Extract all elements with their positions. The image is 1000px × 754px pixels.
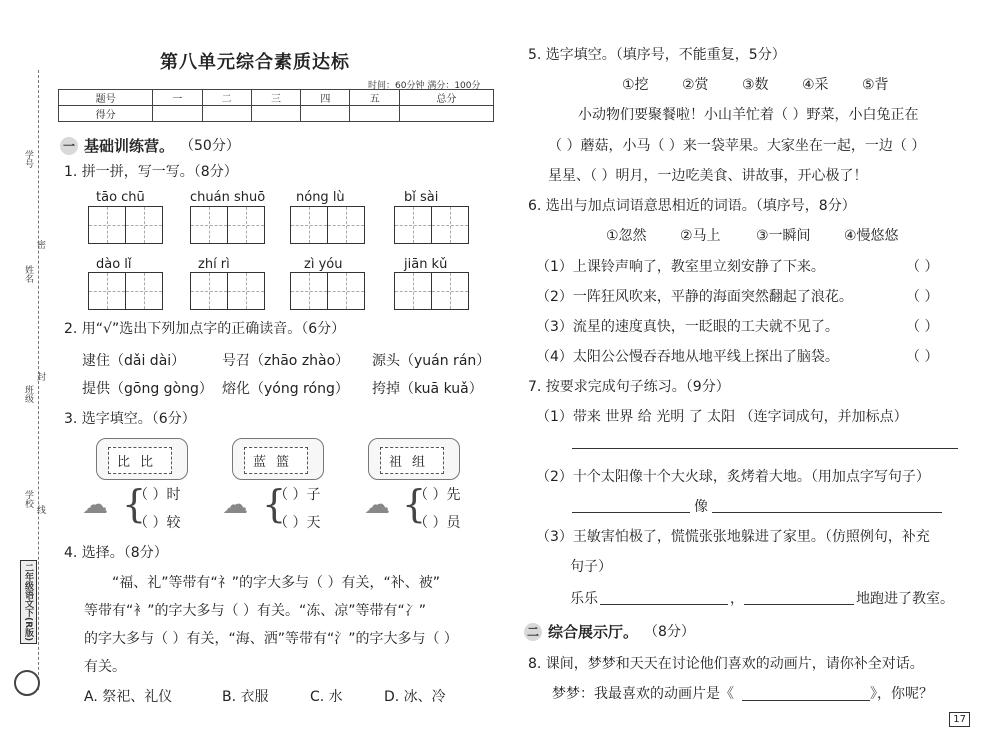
seal-mark: 密 [35, 240, 45, 249]
score-input-cell[interactable] [399, 106, 493, 122]
question-prompt: 8. 课间，梦梦和天天在讨论他们喜欢的动画片，请你补全对话。 [528, 656, 924, 672]
choice: ①挖 [622, 77, 649, 93]
writing-grid[interactable] [290, 272, 364, 310]
cloud-icon: ☁ [222, 490, 248, 520]
pinyin-options: （yuán rán） [400, 353, 491, 369]
paragraph-line: 小动物们要聚餐啦！小山羊忙着（ ）野菜，小白兔正在 [578, 107, 919, 123]
fill-blank[interactable]: （ ）时 [134, 487, 181, 503]
choice: ④慢悠悠 [844, 228, 899, 244]
writing-grid[interactable] [394, 206, 468, 244]
sentence-item: （1）上课铃声响了，教室里立刻安静了下来。 [536, 259, 825, 275]
section-title: 基础训练营。 [84, 137, 175, 155]
page-title: 第八单元综合素质达标 [160, 52, 350, 73]
writing-grid[interactable] [394, 272, 468, 310]
writing-grid[interactable] [88, 272, 162, 310]
writing-grid[interactable] [290, 206, 364, 244]
question-prompt: 3. 选字填空。（6分） [64, 411, 196, 427]
paragraph-line: 等带有“衤”的字大多与（ ）有关。“冻、凉”等带有“冫” [84, 603, 426, 619]
answer-line[interactable] [712, 512, 942, 513]
sentence-item: （4）太阳公公慢吞吞地从地平线上探出了脑袋。 [536, 349, 839, 365]
pinyin-options: （kuā kuǎ） [400, 381, 483, 397]
choice: ③数 [742, 77, 769, 93]
choice: ①忽然 [606, 228, 647, 244]
score-input-cell[interactable] [301, 106, 350, 122]
score-table [58, 89, 494, 122]
table-cell: 四 [301, 90, 350, 106]
table-cell: 总分 [399, 90, 493, 106]
section-title: 综合展示厅。 [548, 623, 639, 641]
mascot-icon [14, 670, 40, 696]
cloud-icon: ☁ [82, 490, 108, 520]
brace: { [402, 482, 427, 526]
choice: ②马上 [680, 228, 721, 244]
answer-blank[interactable]: （ ） [906, 319, 939, 335]
table-cell: 三 [251, 90, 300, 106]
cloud-icon: ☁ [364, 490, 390, 520]
word: 源头 [372, 353, 400, 369]
sentence-task: （2）十个太阳像十个大火球，炙烤着大地。（用加点字写句子） [536, 469, 930, 485]
question-prompt: 4. 选择。（8分） [64, 545, 168, 561]
section-number: 一 [60, 137, 78, 155]
word: 号召 [222, 353, 250, 369]
word: 逮住 [82, 353, 110, 369]
sentence-task: （1）带来 世界 给 光明 了 太阳 （连字词成句，并加标点） [536, 409, 908, 425]
score-input-cell[interactable] [153, 106, 202, 122]
question-prompt: 7. 按要求完成句子练习。（9分） [528, 379, 730, 395]
pinyin-label: tāo chū [96, 190, 145, 205]
sentence-item: （2）一阵狂风吹来，平静的海面突然翻起了浪花。 [536, 289, 853, 305]
char-choice-tag: 比比 [108, 447, 172, 474]
question-prompt: 1. 拼一拼，写一写。（8分） [64, 164, 238, 180]
char-choice-tag: 蓝篮 [244, 447, 308, 474]
score-input-cell[interactable] [202, 106, 251, 122]
answer-line[interactable] [572, 512, 690, 513]
choice: ④采 [802, 77, 829, 93]
pinyin-label: dào lǐ [96, 257, 132, 272]
paragraph-line: 星星、（ ）明月，一边吃美食、讲故事，开心极了！ [548, 168, 868, 184]
word: 提供 [82, 381, 110, 397]
pinyin-label: jiān kǔ [404, 257, 448, 272]
score-input-cell[interactable] [251, 106, 300, 122]
answer-blank[interactable]: （ ） [906, 289, 939, 305]
table-row [59, 106, 494, 122]
writing-grid[interactable] [190, 206, 264, 244]
sentence-item: （3）流星的速度真快，一眨眼的工夫就不见了。 [536, 319, 839, 335]
option-d[interactable]: D. 冰、冷 [384, 689, 446, 705]
option-b[interactable]: B. 衣服 [222, 689, 269, 705]
sentence-end: 地跑进了教室。 [856, 591, 954, 607]
answer-line[interactable] [600, 604, 728, 605]
question-prompt: 2. 用“√”选出下列加点字的正确读音。（6分） [64, 321, 346, 337]
brace: { [122, 482, 147, 526]
fill-blank[interactable]: （ ）先 [414, 487, 461, 503]
reading-item[interactable] [372, 382, 483, 396]
answer-line[interactable] [742, 700, 870, 701]
pinyin-options: （gōng gòng） [110, 381, 213, 397]
pinyin-options: （yóng róng） [250, 381, 349, 397]
student-number-label: 学号 [23, 150, 33, 168]
sentence-subject: 乐乐 [570, 591, 598, 607]
writing-grid[interactable] [190, 272, 264, 310]
name-label: 姓名 [23, 265, 33, 283]
answer-line[interactable] [572, 448, 958, 449]
fill-blank[interactable]: （ ）员 [414, 515, 461, 531]
dialogue-line-end: 》，你呢？ [870, 686, 933, 702]
table-cell: 题号 [59, 90, 153, 106]
table-cell: 得分 [59, 106, 153, 122]
table-cell: 二 [202, 90, 251, 106]
reading-item[interactable] [82, 382, 213, 396]
class-label: 班级 [23, 385, 33, 403]
book-label: 二年级语文下(R版) [20, 560, 37, 644]
paragraph-line: （ ）蘑菇，小马（ ）来一袋苹果。大家坐在一起，一边（ ） [548, 138, 926, 154]
sentence-connector: 像 [694, 499, 708, 515]
option-c[interactable]: C. 水 [310, 689, 343, 705]
score-input-cell[interactable] [350, 106, 399, 122]
reading-item[interactable] [82, 354, 185, 368]
seal-mark: 封 [35, 372, 45, 381]
word: 挎掉 [372, 381, 400, 397]
answer-blank[interactable]: （ ） [906, 349, 939, 365]
section-number: 二 [524, 623, 542, 641]
section-header [524, 621, 695, 642]
pinyin-label: nóng lù [296, 190, 345, 205]
option-a[interactable]: A. 祭祀、礼仪 [84, 689, 173, 705]
brace: { [262, 482, 287, 526]
fill-blank[interactable]: （ ）天 [274, 515, 321, 531]
pinyin-options: （dǎi dài） [110, 353, 186, 369]
answer-blank[interactable]: （ ） [906, 259, 939, 275]
question-prompt: 6. 选出与加点词语意思相近的词语。（填序号，8分） [528, 198, 856, 214]
dialogue-line: 梦梦：我最喜欢的动画片是《 [552, 686, 734, 702]
pinyin-label: zì yóu [304, 257, 343, 272]
choice: ②赏 [682, 77, 709, 93]
section-points: （50分） [180, 137, 240, 154]
fill-blank[interactable]: （ ）子 [274, 487, 321, 503]
comma: ， [730, 591, 744, 607]
writing-grid[interactable] [88, 206, 162, 244]
pinyin-label: zhí rì [198, 257, 230, 272]
school-label: 学校 [23, 490, 33, 508]
pinyin-label: chuán shuō [190, 190, 266, 205]
exam-meta: 时间：60分钟 满分：100分 [368, 81, 481, 91]
question-prompt: 5. 选字填空。（填序号，不能重复，5分） [528, 47, 786, 63]
char-choice-tag: 祖组 [380, 447, 444, 474]
seal-mark: 线 [35, 505, 45, 514]
reading-item[interactable] [222, 382, 349, 396]
section-points: （8分） [644, 623, 695, 640]
choice: ③一瞬间 [756, 228, 811, 244]
sentence-task: 句子） [570, 559, 612, 575]
fill-blank[interactable]: （ ）较 [134, 515, 181, 531]
table-row [59, 90, 494, 106]
paragraph-line: 的字大多与（ ）有关，“海、洒”等带有“氵”的字大多与（ ） [84, 631, 458, 647]
table-cell: 五 [350, 90, 399, 106]
choice: ⑤背 [862, 77, 889, 93]
page-number: 17 [949, 712, 970, 727]
paragraph-line: “福、礼”等带有“礻”的字大多与（ ）有关，“补、被” [112, 575, 440, 591]
sentence-task: （3）王敏害怕极了，慌慌张张地躲进了家里。（仿照例句，补充 [536, 529, 930, 545]
pinyin-label: bǐ sài [404, 190, 439, 205]
paragraph-line: 有关。 [84, 659, 126, 675]
binding-margin [0, 0, 52, 754]
reading-item[interactable] [372, 354, 490, 368]
answer-line[interactable] [744, 604, 854, 605]
word: 熔化 [222, 381, 250, 397]
section-header [60, 135, 240, 156]
pinyin-options: （zhāo zhào） [250, 353, 350, 369]
reading-item[interactable] [222, 354, 349, 368]
table-cell: 一 [153, 90, 202, 106]
